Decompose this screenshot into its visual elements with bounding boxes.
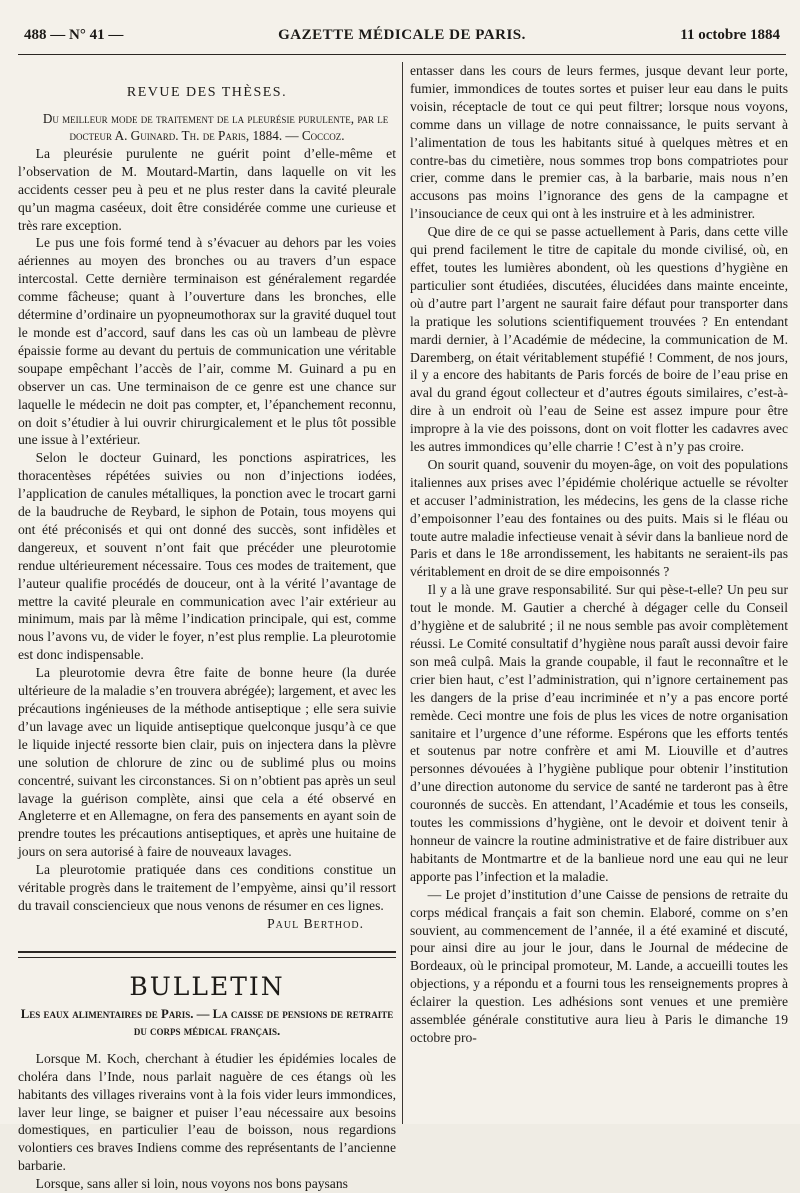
review-paragraph: La pleurotomie pratiquée dans ces conditions constitue un véritable progrès dans le traitement de l’empyème, ainsi qu’il ressort du travail consciencieux que nous venons de résumer en ces lignes.	[18, 862, 396, 913]
bulletin-paragraph: — Le projet d’institution d’une Caisse de pensions de retraite du corps médical français a fait son chemin. Elaboré, comme on s’en souvient, au commencement de l’année, il a été examiné et discuté, pour ainsi dire au jour le jour, dans le Journal de médecine de Bordeaux, où le principal promoteur, M. Lande, a accueilli toutes les objections, y a répondu et a fourni tous les renseignements propres à éclairer la question. Les adhésions sont venues et une première assemblée générale constitutive aura lieu à Paris le dimanche 19 octobre pro-	[410, 886, 788, 1045]
bulletin-paragraph: On sourit quand, souvenir du moyen-âge, on voit des populations italiennes aux prises avec l’épidémie cholérique actuelle se révolter et accuser l’administration, les médecins, les gens de la classe riche d’empoisonner l’eau des fontaines ou des puits. Mais si le fléau ou toute autre maladie infectieuse venait à sévir dans la banlieue nord de Paris et dans le 18e arrondissement, les habitants ne seraient-ils pas véritablement en droit de se dire empoisonnés ?	[410, 456, 788, 580]
bulletin-paragraph: Il y a là une grave responsabilité. Sur qui pèse-t-elle? Un peu sur tout le monde. M. Gautier a cherché à dégager celle du Conseil d’hygiène et de salubrité ; il ne nous semble pas avoir complètement réussi. Le Comité consultatif d’hygiène nous paraît aussi devoir faire son meâ culpâ. Mais la grande coupable, il faut le reconnaître et le crier bien haut, c’est l’administration, qui n’ignore certainement pas les dangers de la prise d’eau incriminée et n’y a pas encore porté remède. Ceci montre une fois de plus les vices de notre organisation sanitaire et l’urgence d’une réforme. Espérons que les efforts tentés et soutenus par notre confrère et ami M. Liouville et d’autres personnes dévouées à l’hygiène publique pour obtenir l’institution d’une direction autonome du service de santé ne tarderont pas à être couronnés de succès. En attendant, l’Académie et tous les conseils, toutes les commissions d’hygiène, ont le devoir et doivent tenir à honneur de vaincre la routine administrative et de faire distribuer aux habitants de Montmartre et de la banlieue nord une eau qui ne leur apporte pas l’infection et la maladie.	[410, 582, 788, 884]
review-paragraph: La pleurotomie devra être faite de bonne heure (la durée ultérieure de la maladie s’en trouvera abrégée); largement, et avec les précautions ingénieuses de la méthode antiseptique ; elle sera suivie d’un lavage avec un liquide antiseptique quelconque jusqu’à ce que le liquide injecté ressorte bien clair, puis on injectera dans la plèvre une solution de chlorure de zinc ou de sublimé plus ou moins concentré, suivant les circonstances. Si on n’obtient pas après un seul lavage la guérison complète, ainsi que cela a été observé en Angleterre et en Allemagne, on fera des pansements en ayant soin de prendre toutes les précautions antiseptiques, et après une huitaine de jours on sera autorisé à faire de nouveaux lavages.	[18, 665, 396, 860]
column-divider	[402, 62, 403, 1124]
bulletin-title: BULLETIN	[129, 971, 285, 1001]
bulletin-paragraph: entasser dans les cours de leurs fermes, jusque devant leur porte, fumier, immondices de toutes sortes et puiser leur eau dans le puits voisin, réceptacle de tout ce qui peut filtrer; lorsque nous voyons, comme dans un village de notre connaissance, le puits servant à l’alimentation de tous les habitants situé à quelques mètres et en contre-bas du cimetière, nous sommes trop bons compatriotes pour crier, comme dans le premier cas, à la barbarie, mais nous n’en accusons pas moins l’ignorance des gens de la campagne et l’insouciance de ceux qui ont à les instruire et à les administrer.	[410, 63, 788, 222]
review-paragraph: La pleurésie purulente ne guérit point d’elle-même et l’observation de M. Moutard-Martin, dans laquelle on vit les accidents cesser peu à peu et ne plus rester dans la cavité pleurale qu’un magma caséeux, doit être considérée comme une curieuse et très rare exception.	[18, 145, 396, 233]
section-separator	[18, 951, 396, 958]
review-paragraph: Le pus une fois formé tend à s’évacuer au dehors par les voies aériennes au moyen des bronches ou au travers d’un espace intercostal. Cette dernière terminaison est généralement regardée comme fâcheuse; quant à l’ouverture dans les bronches, elle détermine d’ordinaire un pyopneumothorax sur la gravité duquel tout le monde est d’accord, sauf dans les cas où un lambeau de plèvre épaissie forme au devant du pertuis de communication une véritable soupape empêchant l’accès de l’air, comme M. Guinard a pu en observer un cas. Une terminaison de ce genre est une chance sur laquelle le médecin ne doit pas compter, et, l’épanchement reconnu, on doit s’étudier à lui ouvrir chirurgicalement et le plus tôt possible une issue à l’extérieur.	[18, 235, 396, 448]
review-article-title: Du meilleur mode de traitement de la pleurésie purulente, par le docteur A. Guinard. Th. de Paris, 1884. — Coccoz.	[42, 110, 389, 144]
right-column	[410, 62, 788, 1124]
review-paragraph: Selon le docteur Guinard, les ponctions aspiratrices, les thoracentèses répétées suivies ou non d’injections iodées, l’application de canules métalliques, la ponction avec le trocart garni de la baudruche de Reybard, le siphon de Potain, tous moyens qui ont été préconisés et qui ont donné des succès, sont infidèles et dangereux, et souvent n’ont fait que précéder une pleurotomie rendue ultérieurement nécessaire. Tous ces modes de traitement, que l’auteur qualifie procédés de douceur, ont à la vérité l’avantage de mettre la cavité pleurale en communication avec l’air extérieur au minimum, mais par là même l’indication principale, qui est, comme nous l’avons vu, de vider le foyer, n’est plus remplie. La pleurotomie est donc indispensable.	[18, 450, 396, 663]
bulletin-paragraph: Que dire de ce qui se passe actuellement à Paris, dans cette ville qui prend facilement le titre de capitale du monde civilisé, où, en effet, toutes les lumières abondent, où les questions d’hygiène en particulier sont étudiées, discutées, élucidées dans mainte enceinte, où d’autre part l’argent ne saurait faire défaut pour transporter dans la pratique les solutions scientifiquement trouvées ? En entendant mardi dernier, à l’Académie de médecine, la communication de M. Daremberg, on était véritablement stupéfié ! Comment, de nos jours, il y a encore des habitants de Paris forcés de boire de l’eau prise en aval du grand égout collecteur et d’autres égouts similaires, c’est-à-dire à un endroit où l’eau de Seine est assez impure pour être impropre à la vie des poissons, dont on voit flotter les cadavres avec les autres immondices qu’elle charrie ! C’est à n’y pas croire.	[410, 224, 788, 455]
bulletin-paragraph: Lorsque M. Koch, cherchant à étudier les épidémies locales de choléra dans l’Inde, nous parlait naguère de ces étangs où les habitants des villages riverains vont à la fois vider leurs immondices, laver leur linge, se baigner et puiser l’eau nécessaire aux besoins domestiques, en particulier l’eau de boisson, nous regardions volontiers ces braves Indiens comme des représentants de l’ancienne barbarie.	[18, 1050, 396, 1174]
header-rule	[18, 54, 786, 55]
running-header	[24, 18, 780, 52]
journal-title: GAZETTE MÉDICALE DE PARIS.	[278, 27, 526, 43]
review-section-title: REVUE DES THÈSES.	[126, 85, 288, 100]
review-signature: Paul Berthod.	[267, 915, 364, 931]
bulletin-paragraph: Lorsque, sans aller si loin, nous voyons nos bons paysans	[35, 1176, 348, 1192]
bulletin-subtitle: Les eaux alimentaires de Paris. — La caisse de pensions de retraite du corps médical français.	[20, 1006, 394, 1038]
issue-date: 11 octobre 1884	[680, 27, 780, 43]
left-column	[18, 62, 396, 1192]
page-number: 488 — N° 41 —	[24, 27, 124, 43]
